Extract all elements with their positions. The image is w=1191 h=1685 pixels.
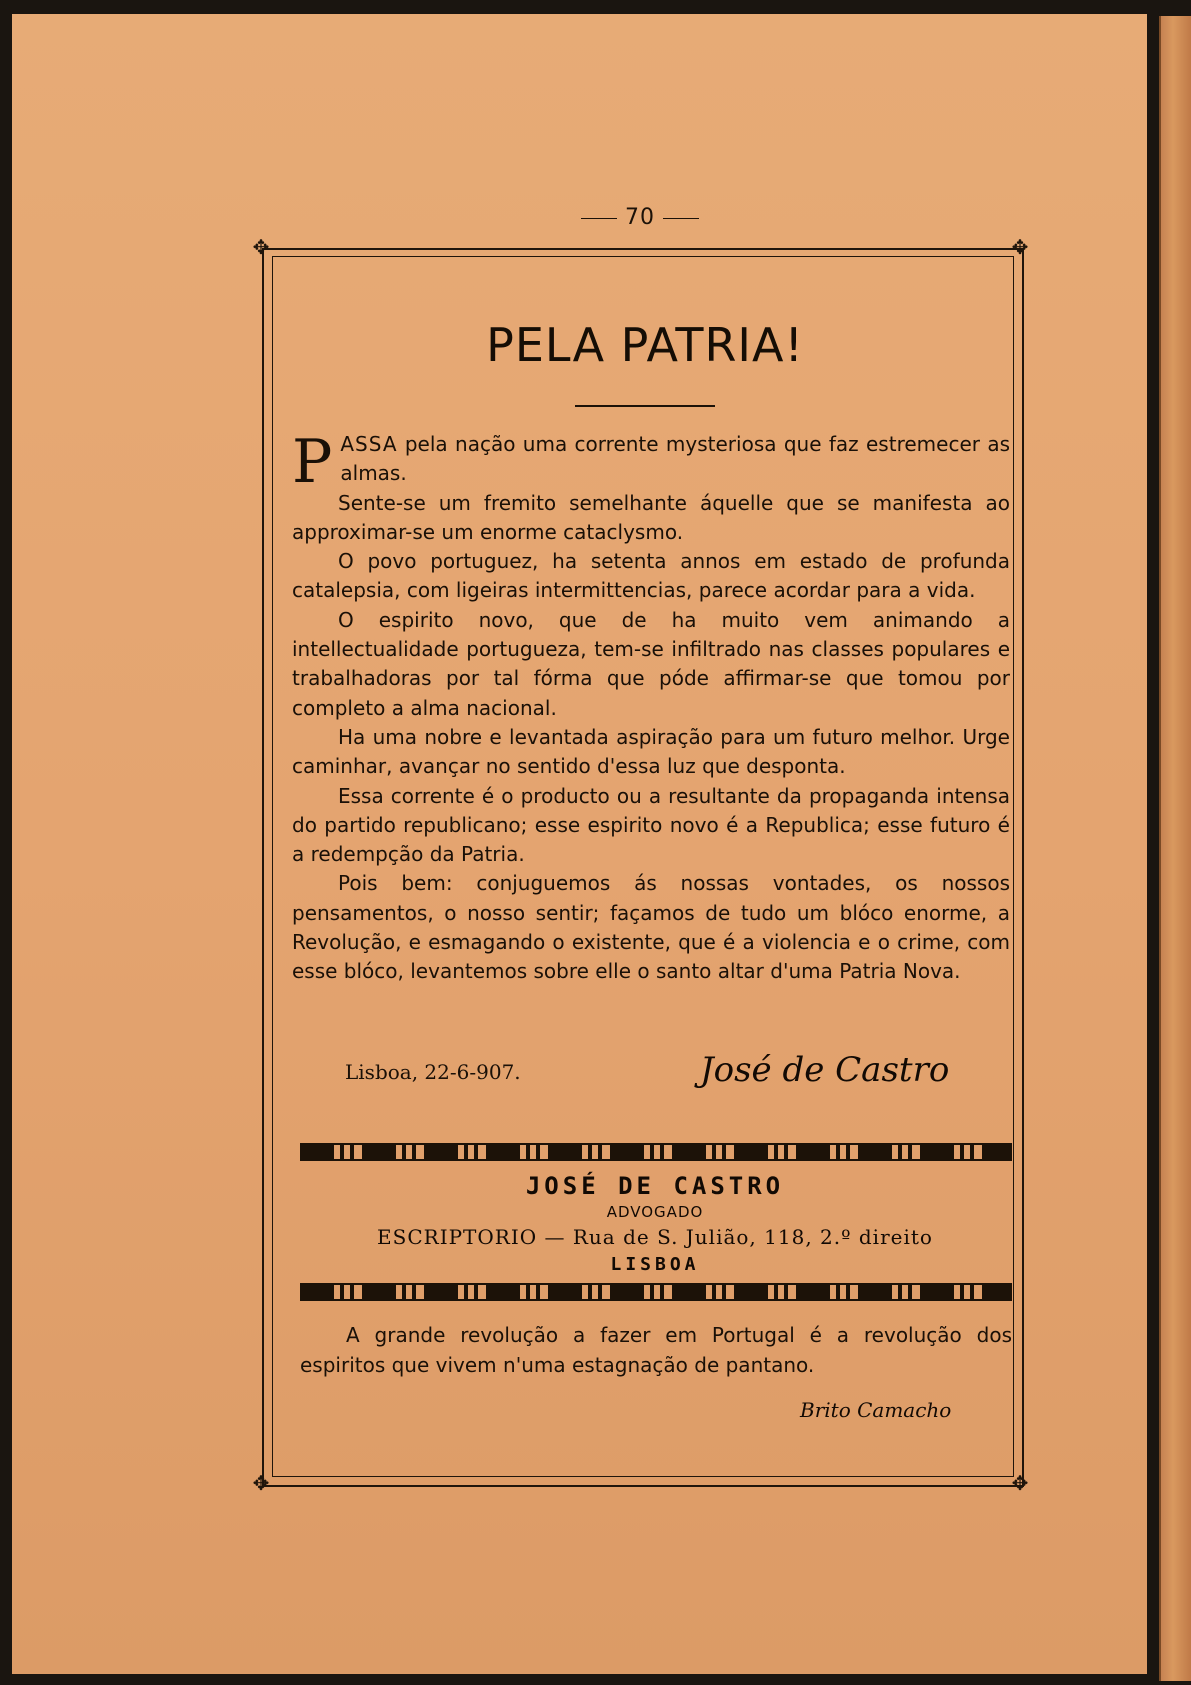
- article-title: PELA PATRIA!: [486, 318, 804, 372]
- corner-ornament-icon: ✥: [1011, 235, 1029, 259]
- article-paragraph: [292, 427, 1010, 497]
- article-paragraph: Pois bem: conjuguemos ás nossas vontades, os nossos pensamentos, o nosso sentir; façamos de tudo um blóco enorme, a Revolução, e esmagando o existente, que é a violencia e o crime, com esse blóco, levantemos sobre elle o santo altar d'uma Patria Nova.: [292, 871, 1010, 984]
- title-divider: [575, 405, 715, 407]
- page-number: 70: [560, 205, 720, 230]
- quote-signature: Brito Camacho: [800, 1398, 952, 1422]
- ornamental-band-bottom: [300, 1283, 1012, 1301]
- corner-ornament-icon: ✥: [252, 235, 270, 259]
- advertisement-profession: ADVOGADO: [606, 1203, 704, 1221]
- next-page-edge: [1159, 16, 1191, 1681]
- paragraph-text: pela nação uma corrente mysteriosa que faz estremecer as almas.: [340, 432, 1010, 486]
- article-paragraph: O povo portuguez, ha setenta annos em estado de profunda catalepsia, com ligeiras intermittencias, parece acordar para a vida.: [292, 549, 1010, 603]
- article-date: Lisboa, 22-6-907.: [345, 1060, 521, 1084]
- corner-ornament-icon: ✥: [252, 1471, 270, 1495]
- advertisement-city: LISBOA: [610, 1254, 700, 1275]
- article-body: [292, 427, 1010, 987]
- quote-text: A grande revolução a fazer em Portugal é a revolução dos espiritos que vivem n'uma estagnação de pantano.: [300, 1323, 1012, 1377]
- advertisement-name: JOSÉ DE CASTRO: [525, 1172, 785, 1200]
- author-signature: José de Castro: [700, 1050, 950, 1090]
- first-word-rest: ASSA: [340, 432, 398, 456]
- article-paragraph: Sente-se um fremito semelhante áquelle que se manifesta ao approximar-se um enorme cataclysmo.: [292, 490, 1010, 544]
- corner-ornament-icon: ✥: [1011, 1471, 1029, 1495]
- closing-quote: [300, 1320, 1012, 1380]
- article-paragraph: Ha uma nobre e levantada aspiração para um futuro melhor. Urge caminhar, avançar no sentido d'essa luz que desponta.: [292, 724, 1010, 779]
- ornamental-band-top: [300, 1143, 1012, 1161]
- advertisement-address: ESCRIPTORIO — Rua de S. Julião, 118, 2.º direito: [377, 1225, 933, 1249]
- article-paragraph: Essa corrente é o producto ou a resultante da propaganda intensa do partido republicano; esse espirito novo é a Republica; esse futuro é a redempção da Patria.: [292, 783, 1010, 867]
- article-paragraph: O espirito novo, que de ha muito vem animando a intellectualidade portugueza, tem-se infiltrado nas classes populares e trabalhadoras por tal fórma que póde affirmar-se que tomou por completo a alma nacional.: [292, 607, 1010, 720]
- drop-cap: P: [292, 427, 333, 497]
